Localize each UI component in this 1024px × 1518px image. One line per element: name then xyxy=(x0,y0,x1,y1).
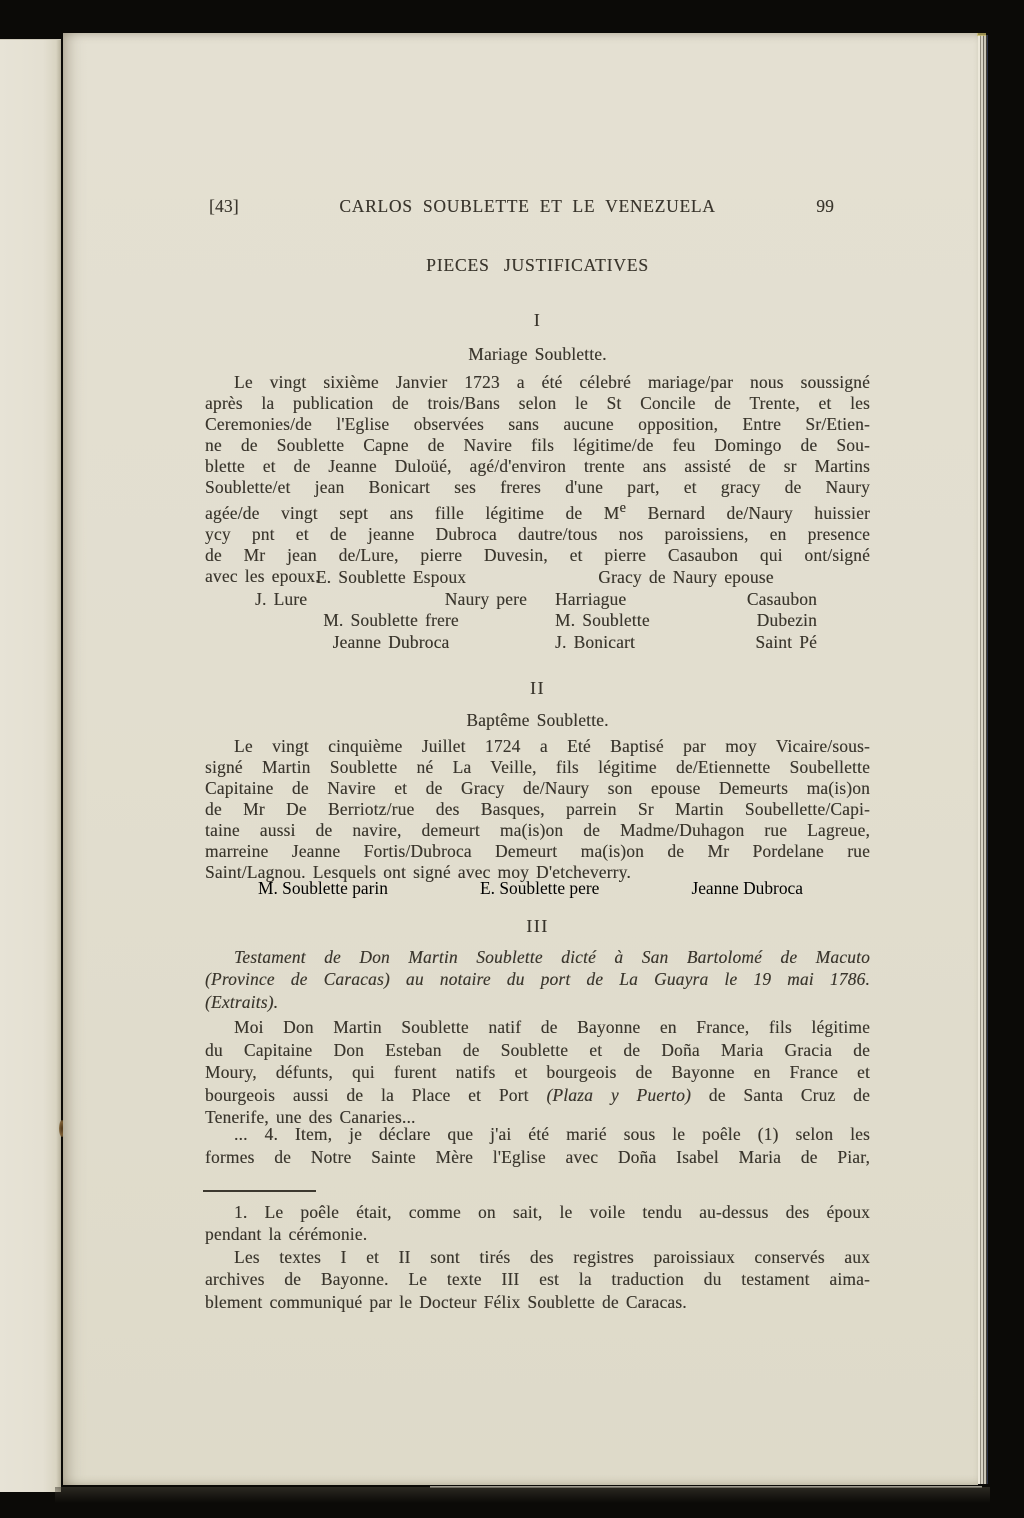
footnote-2 xyxy=(205,1246,870,1313)
signature-row xyxy=(555,589,817,611)
signature-column-right xyxy=(555,567,817,653)
signature: Jeanne Dubroca xyxy=(332,631,450,652)
signature: M. Soublette xyxy=(555,610,650,630)
text-line: bourgeois aussi de la Place et Port (Plaza y Puerto) de Santa Cruz de xyxy=(205,1084,870,1105)
section-heading-mariage: Mariage Soublette. xyxy=(468,344,607,364)
signature: E. Soublette pere xyxy=(480,878,600,898)
page-bottom-shadow xyxy=(55,1487,990,1503)
text-line: Testament de Don Martin Soublette dicté à San Bartolomé de Macuto xyxy=(234,947,870,967)
text-line: ... 4. Item, je déclare que j'ai été marié sous le poêle (1) selon les xyxy=(234,1124,870,1144)
text-line: de Mr jean de/Lure, pierre Duvesin, et pierre Casaubon qui ont/signé xyxy=(205,544,870,565)
section-numeral-ii: II xyxy=(530,678,545,698)
text-line: marreine Jeanne Fortis/Dubroca Demeurt ma(is)on de Mr Pordelane rue xyxy=(205,841,870,861)
signature: E. Soublette Espoux xyxy=(315,567,467,587)
text-line: Tenerife, une des Canaries... xyxy=(205,1107,416,1127)
text-line: Saint/Lagnou. Lesquels ont signé avec moy D'etcheverry. xyxy=(205,862,631,882)
signature-column-left xyxy=(255,567,527,653)
text-line: Moi Don Martin Soublette natif de Bayonne en France, fils légitime xyxy=(234,1017,870,1037)
text-line: blette et de Jeanne Duloüé, agé/d'environ trente ans assisté de sr Martins xyxy=(205,456,870,476)
signature-row xyxy=(255,589,527,611)
text-line: Le vingt cinquième Juillet 1724 a Eté Baptisé par moy Vicaire/sous- xyxy=(234,736,870,756)
paragraph-mariage xyxy=(205,372,870,587)
footnote-rule xyxy=(203,1190,316,1192)
text-line: Moury, défunts, qui furent natifs et bourgeois de Bayonne en France et xyxy=(205,1062,870,1082)
section-numeral-i: I xyxy=(533,310,542,330)
signature: M. Soublette frere xyxy=(323,610,459,630)
text-line: pendant la cérémonie. xyxy=(205,1224,368,1245)
header-section-number: [43] xyxy=(209,196,239,216)
text-line: formes de Notre Sainte Mère l'Eglise avec Doña Isabel Maria de Piar, xyxy=(205,1146,870,1167)
page-scan xyxy=(63,33,978,1485)
text-line: avec les epoux. xyxy=(205,565,320,586)
doc-title: PIECES JUSTIFICATIVES xyxy=(426,255,649,275)
signature-row xyxy=(555,632,817,654)
page-corner-glint xyxy=(977,33,986,36)
text-line: archives de Bayonne. Le texte III est la traduction du testament aima- xyxy=(205,1269,870,1290)
signature: J. Bonicart xyxy=(555,631,636,652)
signature: Casaubon xyxy=(746,588,817,609)
testament-intro xyxy=(205,946,870,1013)
text-line: agée/de vingt sept ans fille légitime de Me Bernard de/Naury huissier xyxy=(205,500,871,523)
text-line: 1. Le poêle était, comme on sait, le voile tendu au-dessus des époux xyxy=(234,1202,870,1222)
signature: Naury pere xyxy=(444,588,527,609)
signature: Dubezin xyxy=(756,610,817,630)
paragraph-testament-2 xyxy=(205,1123,870,1168)
text-line: Ceremonies/de l'Eglise observées sans aucune opposition, Entre Sr/Etien- xyxy=(205,414,870,434)
text-line: après la publication de trois/Bans selon le St Concile de Trente, et les xyxy=(205,393,870,413)
running-header xyxy=(205,196,870,217)
signature: M. Soublette parin xyxy=(258,878,388,898)
text-line: (Extraits). xyxy=(205,991,279,1012)
signature: Saint Pé xyxy=(755,631,817,652)
page-edge-stack xyxy=(978,35,988,1484)
text-line: taine aussi de navire, demeurt ma(is)on de Madme/Duhagon rue Lagreue, xyxy=(205,820,870,840)
signature: Jeanne Dubroca xyxy=(691,878,803,898)
section-numeral-iii: III xyxy=(526,916,549,936)
paragraph-testament-1 xyxy=(205,1016,870,1129)
footnote-1 xyxy=(205,1201,870,1246)
facing-page-edge xyxy=(0,39,61,1492)
text-line: Le vingt sixième Janvier 1723 a été célebré mariage/par nous soussigné xyxy=(234,372,870,392)
text-line: du Capitaine Don Esteban de Soublette et de Doña Maria Gracia de xyxy=(205,1039,870,1060)
text-line: Les textes I et II sont tirés des registres paroissiaux conservés aux xyxy=(234,1247,870,1267)
text-line: ycy pnt et de jeanne Dubroca dautre/tous nos paroissiens, en presence xyxy=(205,523,870,544)
signature-block-mariage xyxy=(205,567,870,663)
text-line: ne de Soublette Capne de Navire fils légitime/de feu Domingo de Sou- xyxy=(205,435,870,455)
signature: Harriague xyxy=(555,588,627,609)
signature-row xyxy=(555,610,817,632)
text-line: (Province de Caracas) au notaire du port de La Guayra le 19 mai 1786. xyxy=(205,969,870,990)
signature: Gracy de Naury epouse xyxy=(598,567,774,587)
header-page-number: 99 xyxy=(816,196,834,216)
text-line: signé Martin Soublette né La Veille, fils légitime de/Etiennette Soubellette xyxy=(205,757,870,777)
header-title: CARLOS SOUBLETTE ET LE VENEZUELA xyxy=(339,196,716,216)
paragraph-bapteme xyxy=(205,736,870,883)
text-line: Soublette/et jean Bonicart ses freres d'une part, et gracy de Naury xyxy=(205,477,870,497)
signature: J. Lure xyxy=(255,588,308,609)
section-heading-bapteme: Baptême Soublette. xyxy=(466,710,609,730)
signature-row-bapteme xyxy=(258,878,803,899)
text-line: blement communiqué par le Docteur Félix Soublette de Caracas. xyxy=(205,1291,687,1312)
text-line: Capitaine de Navire et de Gracy de/Naury son epouse Demeurts ma(is)on xyxy=(205,778,870,798)
text-line: de Mr De Berriotz/rue des Basques, parrein Sr Martin Soubellette/Capi- xyxy=(205,799,870,819)
